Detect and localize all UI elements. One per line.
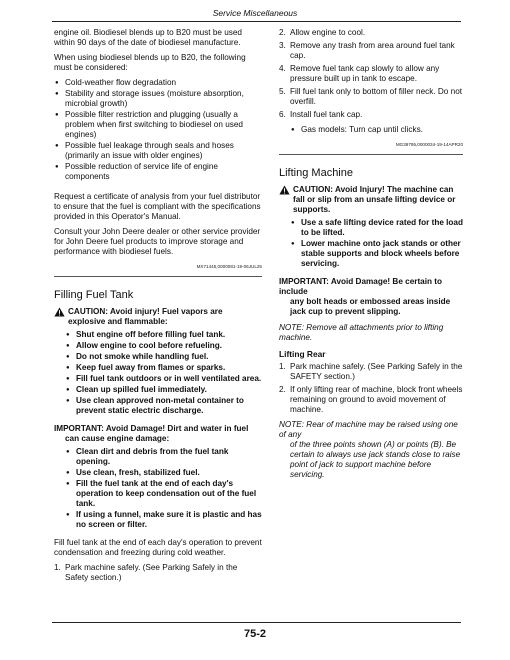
list-item: ● Fill fuel tank outdoors or in well ventilated area.	[65, 374, 262, 384]
list-item: ● Allow engine to cool before refueling.	[65, 341, 262, 351]
list-item: ● Clean dirt and debris from the fuel tank opening.	[65, 447, 262, 467]
section-divider	[279, 154, 463, 155]
step-text: If only lifting rear of machine, block front wheels remaining on ground to avoid movement of machine.	[290, 385, 463, 414]
note-text-first: NOTE: Rear of machine may be raised using one of any	[279, 420, 458, 439]
step-text: Remove fuel tank cap slowly to allow any pressure built up in tank to escape.	[290, 64, 440, 83]
caution-list	[65, 330, 262, 416]
list-item: ● Stability and storage issues (moisture absorption, microbial growth)	[54, 89, 262, 109]
cap-sub-list	[290, 125, 463, 135]
step-item	[279, 28, 463, 38]
list-item: ● Clean up spilled fuel immediately.	[65, 385, 262, 395]
list-item: ● Fill the fuel tank at the end of each day's operation to keep condensation out of the fuel tank.	[65, 479, 262, 509]
note-raise-points	[279, 420, 463, 480]
consult-paragraph: Consult your John Deere dealer or other service provider for John Deere fuel products to improve storage and performance with biodiesel fuels.	[54, 227, 261, 256]
step-text: Park machine safely. (See Parking Safely in the SAFETY section.)	[290, 362, 463, 381]
list-item: ● Use clean, fresh, stabilized fuel.	[65, 468, 262, 478]
left-column	[54, 28, 262, 588]
important-text-first: IMPORTANT: Avoid Damage! Be certain to include	[279, 277, 443, 296]
important-list	[65, 447, 262, 530]
list-item: ● Use clean approved non-metal container to prevent static electric discharge.	[65, 396, 262, 416]
important-text-rest: can cause engine damage:	[65, 434, 170, 443]
caution-text: CAUTION: Avoid Injury! The machine can fall or slip from an unsafe lifting device or supports.	[293, 185, 456, 214]
step-item	[279, 362, 463, 382]
list-item: ● Shut engine off before filling fuel tank.	[65, 330, 262, 340]
fill-instruction: Fill fuel tank at the end of each day's operation to prevent condensation and freezing during cold weather.	[54, 538, 262, 557]
list-item: ● If using a funnel, make sure it is plastic and has no screen or filter.	[65, 510, 262, 530]
certificate-paragraph: Request a certificate of analysis from your fuel distributor to ensure that the fuel is compliant with the specifications provided in this Operator's Manual.	[54, 192, 261, 221]
step-number: 1.	[279, 362, 286, 371]
important-block	[279, 277, 463, 317]
caution-block	[54, 307, 262, 327]
considerations-list	[54, 78, 262, 182]
running-header: Service Miscellaneous	[212, 8, 298, 18]
list-item: ● Cold-weather flow degradation	[54, 78, 262, 88]
step-text: Fill fuel tank only to bottom of filler neck. Do not overfill.	[290, 87, 463, 106]
list-item: ● Lower machine onto jack stands or other stable supports and block wheels before servicing.	[290, 239, 463, 269]
step-item	[279, 87, 463, 107]
step-item	[54, 563, 262, 583]
step-number: 5.	[279, 87, 286, 96]
reference-code: MG39795,0000034-19-14APR20	[395, 142, 463, 147]
page-number: 75-2	[243, 628, 267, 640]
note-text-rest: of the three points shown (A) or points (B). Be certain to always use jack stands close to raise point of jack to support machine before servicing.	[290, 440, 461, 479]
step-text: Park machine safely. (See Parking Safely in the Safety section.)	[65, 563, 238, 582]
step-item	[279, 110, 463, 120]
list-item: ● Gas models: Turn cap until clicks.	[290, 125, 463, 135]
step-text: Allow engine to cool.	[290, 28, 366, 37]
step-number: 3.	[279, 41, 286, 50]
step-text: Remove any trash from area around fuel tank cap.	[290, 41, 455, 60]
list-item: ● Possible filter restriction and plugging (usually a problem when first switching to biodiesel on used engines)	[54, 110, 262, 140]
important-block	[54, 424, 262, 444]
warning-icon	[279, 185, 290, 195]
lifting-steps	[279, 362, 463, 415]
list-item: ● Keep fuel away from flames or sparks.	[65, 363, 262, 373]
fill-steps-continued	[279, 28, 463, 120]
biodiesel-considerations-lead: When using biodiesel blends up to B20, the following must be considered:	[54, 53, 246, 72]
biodiesel-intro: engine oil. Biodiesel blends up to B20 must be used within 90 days of the date of biodiesel manufacture.	[54, 28, 242, 47]
sub-heading-lifting-rear: Lifting Rear	[279, 349, 326, 359]
warning-icon	[54, 307, 65, 317]
step-text: Install fuel tank cap.	[290, 110, 363, 119]
important-text-first: IMPORTANT: Avoid Damage! Dirt and water in fuel	[54, 424, 249, 433]
section-heading-lifting-machine: Lifting Machine	[279, 167, 353, 179]
section-divider	[54, 276, 262, 277]
reference-code: MX71445,0000081-19-06JUL25	[196, 264, 262, 269]
list-item: ● Possible reduction of service life of engine components	[54, 162, 262, 182]
list-item: ● Possible fuel leakage through seals and hoses (primarily an issue with older engines)	[54, 141, 262, 161]
footer-rule	[52, 622, 461, 623]
right-column	[279, 28, 463, 486]
step-item	[279, 64, 463, 84]
caution-block	[279, 185, 463, 215]
step-item	[279, 41, 463, 61]
list-item: ● Use a safe lifting device rated for the load to be lifted.	[290, 218, 463, 238]
important-text-rest: any bolt heads or embossed areas inside jack cup to prevent slipping.	[290, 297, 451, 316]
step-number: 6.	[279, 110, 286, 119]
step-item	[279, 385, 463, 415]
caution-list	[290, 218, 463, 269]
fill-steps	[54, 563, 262, 583]
step-number: 2.	[279, 28, 286, 37]
note-remove-attachments: NOTE: Remove all attachments prior to lifting machine.	[279, 323, 444, 342]
step-number: 2.	[279, 385, 286, 394]
caution-text: CAUTION: Avoid injury! Fuel vapors are explosive and flammable:	[68, 307, 223, 326]
step-number: 4.	[279, 64, 286, 73]
step-number: 1.	[54, 563, 61, 572]
header-rule	[52, 21, 461, 22]
section-heading-filling-fuel-tank: Filling Fuel Tank	[54, 289, 134, 301]
list-item: ● Do not smoke while handling fuel.	[65, 352, 262, 362]
